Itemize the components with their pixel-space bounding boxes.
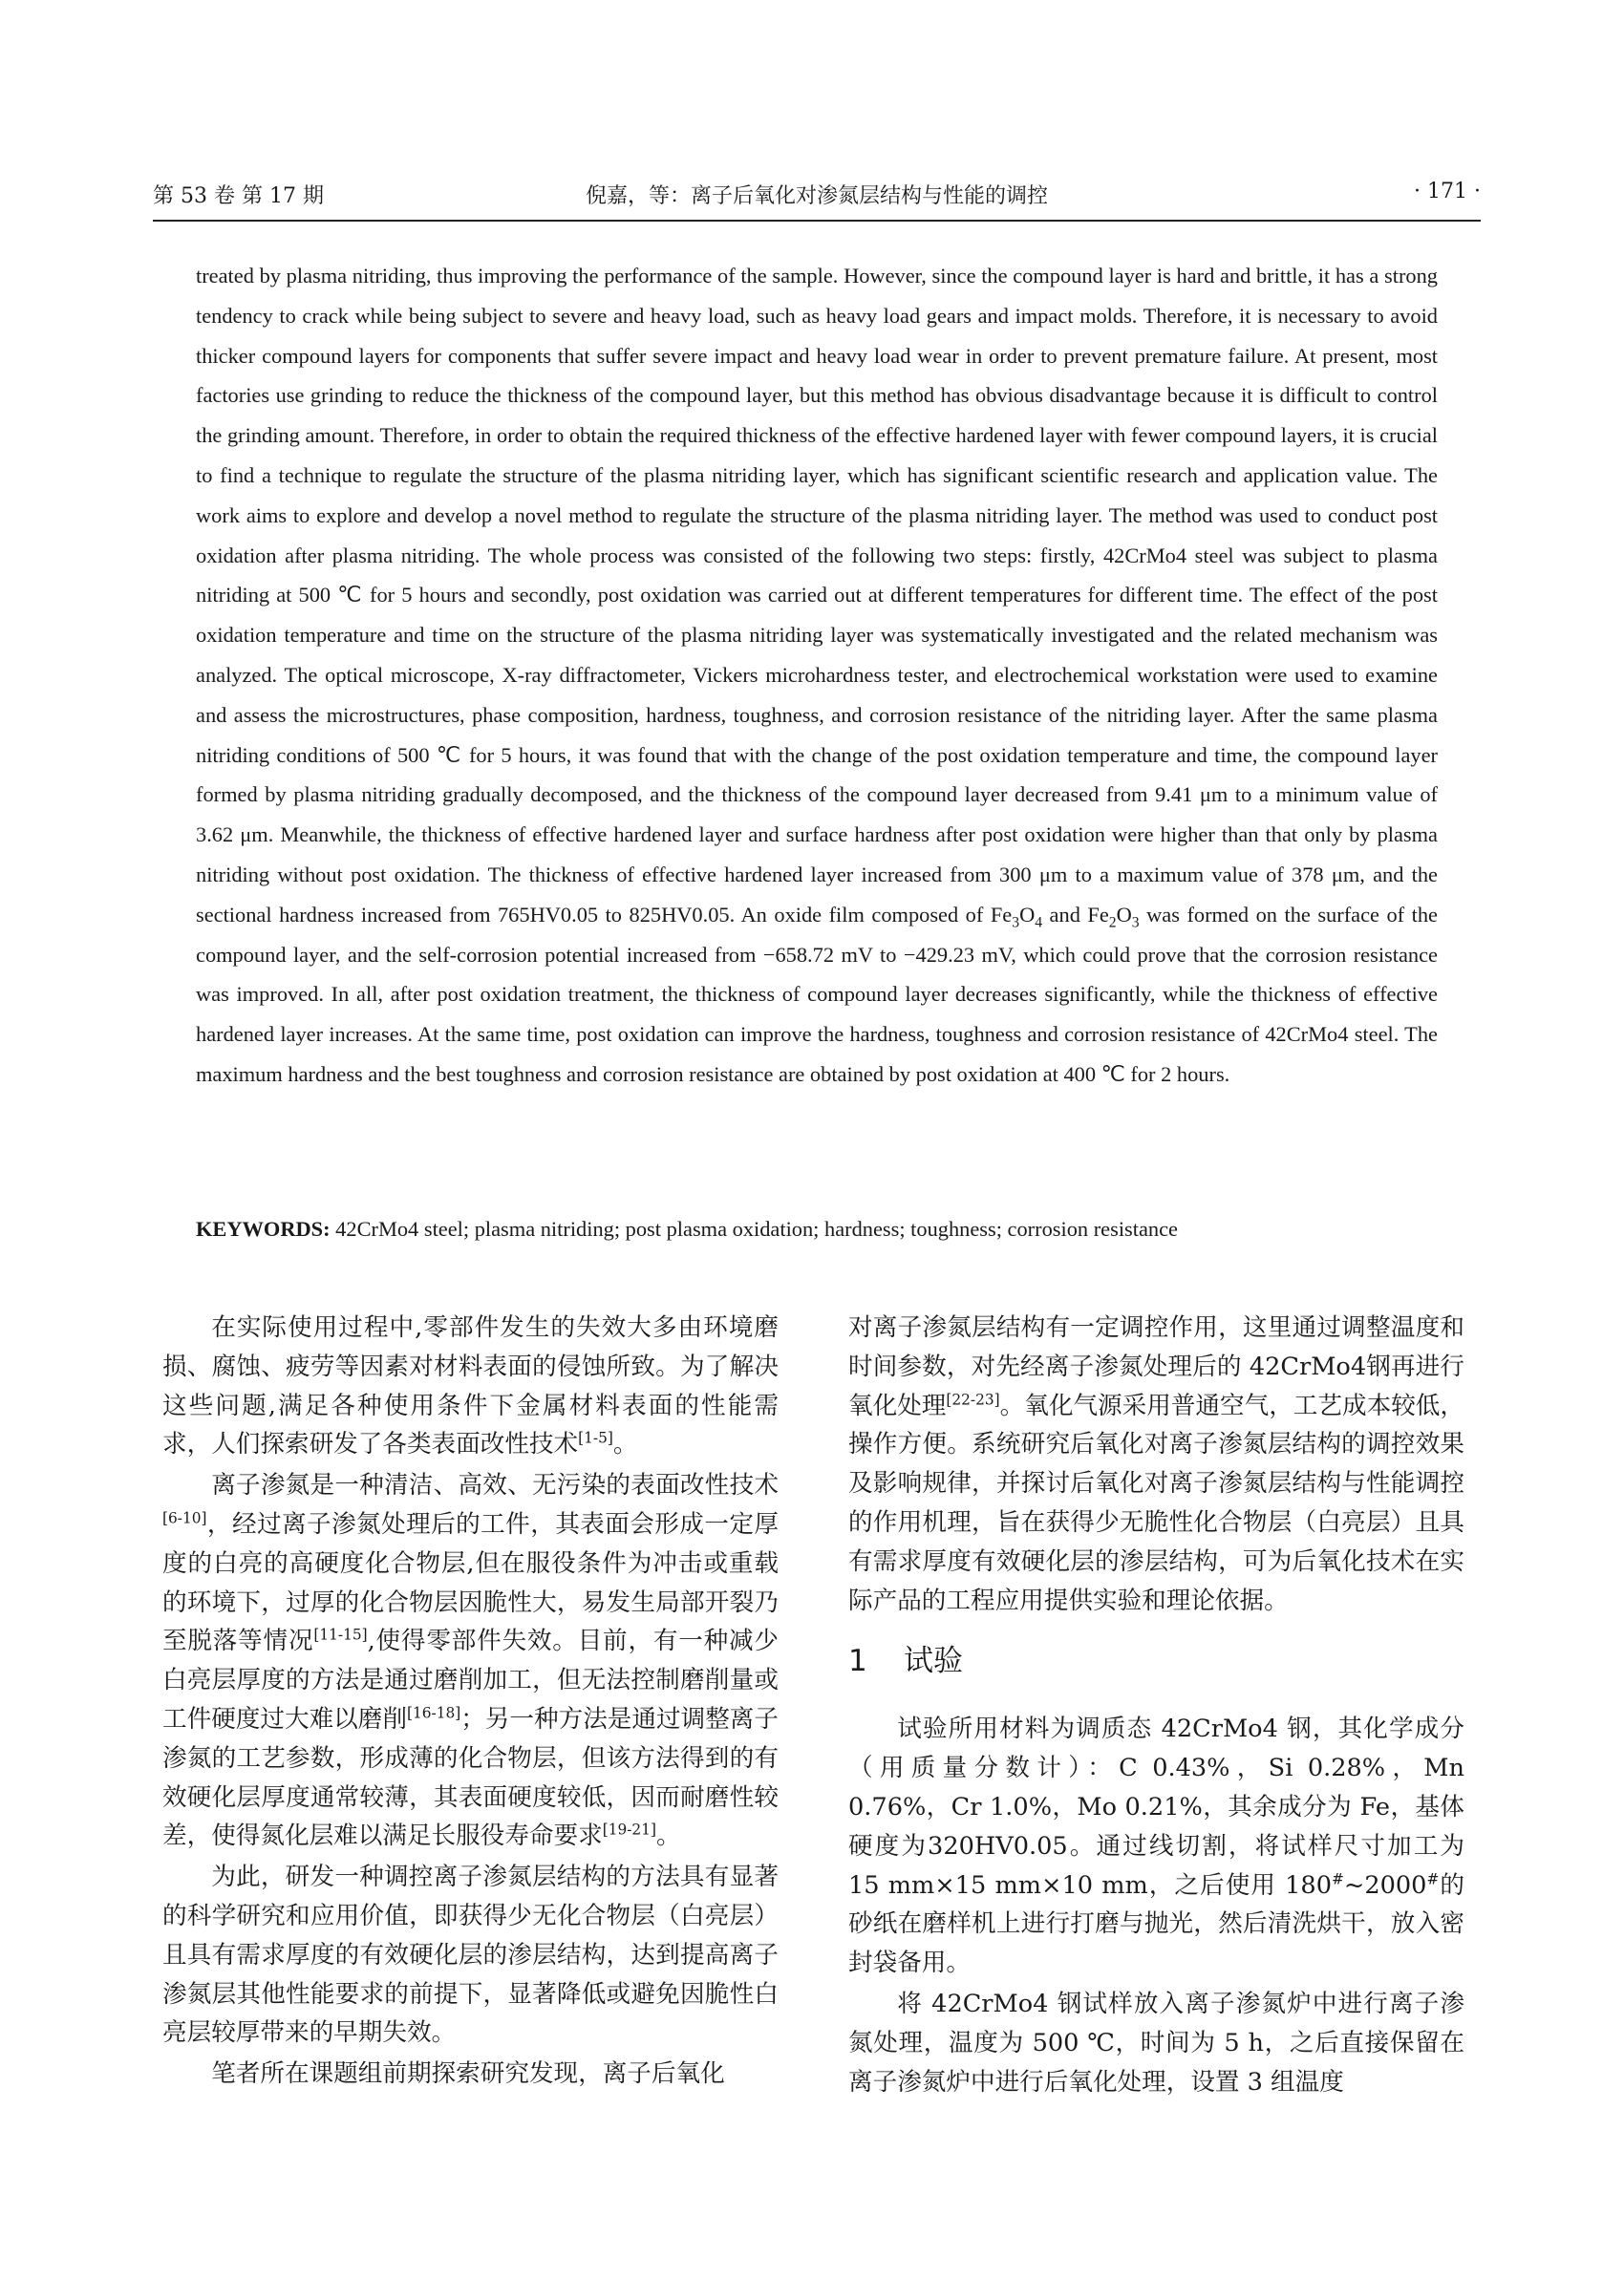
formula-fe3o4: $Fe_3O_4$ [990,902,1043,931]
section-number: 1 [848,1644,867,1679]
right-column [848,1309,1464,2103]
section-heading [848,1637,1464,1685]
volume-issue: 第 53 卷 第 17 期 [153,184,324,208]
body-paragraph: 为此，研发一种调控离子渗氮层结构的方法具有显著的科学研究和应用价值，即获得少无化合物层（白亮层）且具有需求厚度的有效硬化层的渗层结构，达到提高离子渗氮层其他性能要求的前提下，显著降低或避免因脆性白亮层较厚带来的早期失效。 [162,1863,779,2048]
citation[interactable]: [16-18] [406,1704,461,1722]
article-short-title: 倪嘉，等：离子后氧化对渗氮层结构与性能的调控 [585,184,1048,208]
body-paragraph: 将 42CrMo4 钢试样放入离子渗氮炉中进行离子渗氮处理，温度为 500 ℃，时间为 5 h，之后直接保留在离子渗氮炉中进行后氧化处理，设置 3 组温度 [848,1989,1464,2097]
section-title: 试验 [904,1644,963,1679]
citation[interactable]: [1-5] [578,1429,613,1447]
abstract-paragraph: treated by plasma nitriding, thus improving the performance of the sample. However, since the compound layer is hard and brittle, it has a strong tendency to crack while being subject to severe and heavy load, such as heavy load gears and impact molds. Therefore, it is necessary to avoid thicker compound layers for components that suffer severe impact and heavy load wear in order to prevent premature failure. At present, most factories use grinding to reduce the thickness of the compound layer, but this method has obvious disadvantage because it is difficult to control the grinding amount. Therefore, in order to obtain the required thickness of the effective hardened layer with fewer compound layers, it is crucial to find a technique to regulate the structure of the plasma nitriding layer, which has significant scientific research and application value. The work aims to explore and develop a novel method to regulate the structure of the plasma nitriding layer. The method was used to conduct post oxidation after plasma nitriding. The whole process was consisted of the following two steps: firstly, 42CrMo4 steel was subject to plasma nitriding at 500 ℃ for 5 hours and secondly, post oxidation was carried out at different temperatures for different time. The effect of the post oxidation temperature and time on the structure of the plasma nitriding layer was systematically investigated and the related mechanism was analyzed. The optical microscope, X-ray diffractometer, Vickers microhardness tester, and electrochemical workstation were used to examine and assess the microstructures, phase composition, hardness, toughness, and corrosion resistance of the nitriding layer. After the same plasma nitriding conditions of 500 ℃ for 5 hours, it was found that with the change of the post oxidation temperature and time, the compound layer formed by plasma nitriding gradually decomposed, and the thickness of the compound layer decreased from 9.41 μm to a minimum value of 3.62 μm. Meanwhile, the thickness of effective hardened layer and surface hardness after post oxidation were higher than that only by plasma nitriding without post oxidation. The thickness of effective hardened layer increased from 300 μm to a maximum value of 378 μm, and the sectional hardness increased from 765HV0.05 to 825HV0.05. An oxide film composed of $Fe_3O_4$ and $Fe_2O_3$ was formed on the surface of the compound layer, and the self-corrosion potential increased from −658.72 mV to −429.23 mV, which could prove that the corrosion resistance was improved. In all, after post oxidation treatment, the thickness of compound layer decreases significantly, while the thickness of effective hardened layer increases. At the same time, post oxidation can improve the hardness, toughness and corrosion resistance of 42CrMo4 steel. The maximum hardness and the best toughness and corrosion resistance are obtained by post oxidation at 400 ℃ for 2 hours. [196,264,1438,1086]
citation[interactable]: [11-15] [313,1626,368,1644]
left-column [162,1309,779,2096]
keywords-label: KEYWORDS: [196,1217,331,1241]
citation[interactable]: [19-21] [602,1821,656,1839]
citation[interactable]: [22-23] [946,1391,1000,1409]
page-number: · 171 · [1414,180,1481,203]
english-abstract [196,256,1438,1095]
body-paragraph: 笔者所在课题组前期探索研究发现，离子后氧化 [211,2059,725,2089]
running-head [153,174,1481,222]
body-paragraph: 离子渗氮是一种清洁、高效、无污染的表面改性技术[6-10]，经过离子渗氮处理后的工件，其表面会形成一定厚度的白亮的高硬度化合物层,但在服役条件为冲击或重载的环境下，过厚的化合物层因脆性大，易发生局部开裂乃至脱落等情况[11-15],使得零部件失效。目前，有一种减少白亮层厚度的方法是通过磨削加工，但无法控制磨削量或工件硬度过大难以磨削[16-18]；另一种方法是通过调整离子渗氮的工艺参数，形成薄的化合物层，但该方法得到的有效硬化层厚度通常较薄，其表面硬度较低，因而耐磨性较差，使得氮化层难以满足长服役寿命要求[19-21]。 [162,1471,779,1851]
body-paragraph: 对离子渗氮层结构有一定调控作用，这里通过调整温度和时间参数，对先经离子渗氮处理后的 42CrMo4钢再进行氧化处理[22-23]。氧化气源采用普通空气，工艺成本较低，操作方便。系统研究后氧化对离子渗氮层结构的调控效果及影响规律，并探讨后氧化对离子渗氮层结构与性能调控的作用机理，旨在获得少无脆性化合物层（白亮层）且具有需求厚度有效硬化层的渗层结构，可为后氧化技术在实际产品的工程应用提供实验和理论依据。 [848,1313,1464,1615]
keywords-text: 42CrMo4 steel; plasma nitriding; post plasma oxidation; hardness; toughness; corrosion resistance [330,1217,1178,1241]
citation[interactable]: [6-10] [162,1509,207,1527]
body-paragraph: 在实际使用过程中,零部件发生的失效大多由环境磨损、腐蚀、疲劳等因素对材料表面的侵蚀所致。为了解决这些问题,满足各种使用条件下金属材料表面的性能需求，人们探索研发了各类表面改性技术[1-5]。 [162,1313,779,1460]
keywords [196,1210,1438,1248]
formula-fe2o3: $Fe_2O_3$ [1087,902,1140,931]
body-paragraph: 试验所用材料为调质态 42CrMo4 钢，其化学成分（用质量分数计）：C 0.43%，Si 0.28%，Mn 0.76%，Cr 1.0%，Mo 0.21%，其余成分为 Fe，基体硬度为320HV0.05。通过线切割，将试样尺寸加工为 15 mm×15 mm×10 mm，之后使用 180#~2000#的砂纸在磨样机上进行打磨与抛光，然后清洗烘干，放入密封袋备用。 [848,1715,1464,1978]
